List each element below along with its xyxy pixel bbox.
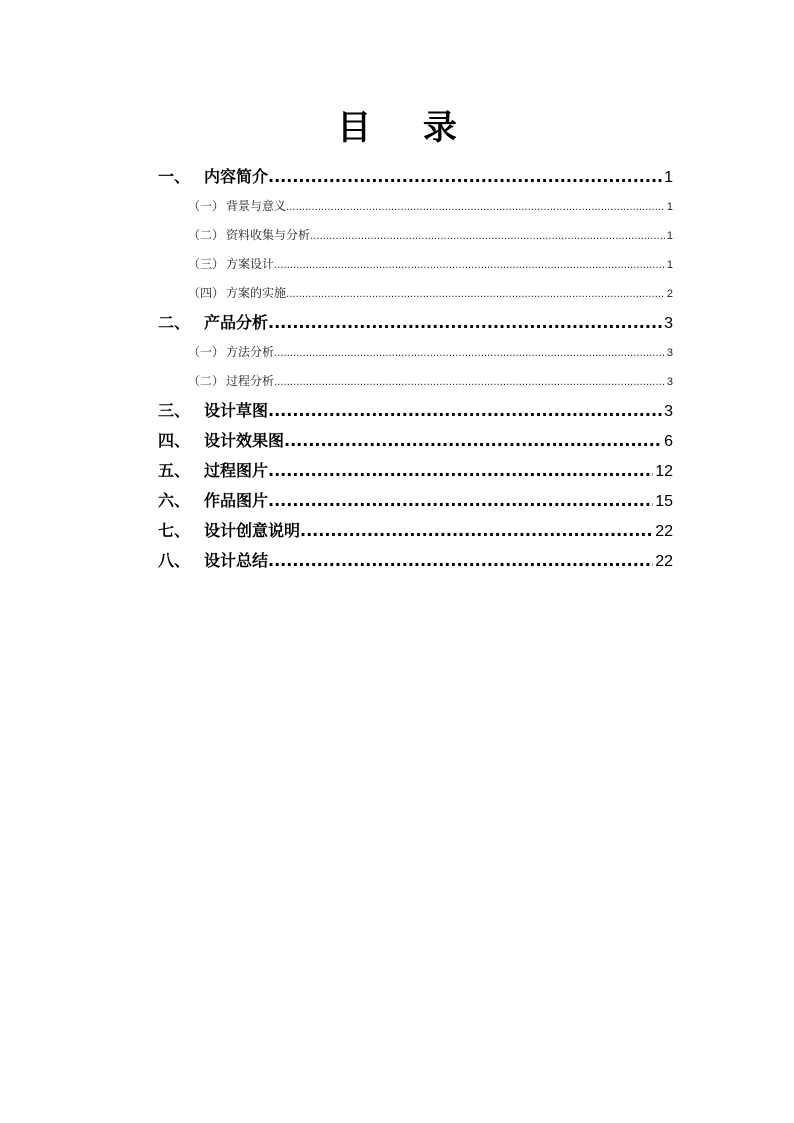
toc-entry-number: 四、 bbox=[158, 431, 191, 450]
toc-entry-label: 作品图片 bbox=[204, 491, 269, 510]
toc-entry-page: 1 bbox=[666, 230, 673, 242]
toc-entry-page: 3 bbox=[664, 315, 673, 332]
toc-entry-number: 五、 bbox=[158, 461, 191, 480]
dot-leader bbox=[268, 162, 662, 192]
dot-leader bbox=[268, 546, 653, 576]
dot-leader bbox=[284, 426, 662, 456]
toc-subentry[interactable] bbox=[158, 338, 673, 367]
toc-subentry[interactable] bbox=[158, 221, 673, 250]
toc-entry[interactable] bbox=[158, 486, 673, 516]
dot-leader bbox=[274, 250, 665, 279]
toc-entry[interactable] bbox=[158, 456, 673, 486]
toc-entry-number: 一、 bbox=[158, 167, 191, 186]
toc-entry-page: 22 bbox=[655, 523, 673, 540]
dot-leader bbox=[268, 396, 662, 426]
toc-entry-page: 3 bbox=[664, 403, 673, 420]
toc-entry-page: 12 bbox=[655, 463, 673, 480]
toc-entry-number: 二、 bbox=[158, 313, 191, 332]
toc-entry-number: （二） bbox=[188, 374, 225, 388]
toc-entry-number: （二） bbox=[188, 228, 225, 242]
toc-entry-label: 产品分析 bbox=[204, 313, 269, 332]
dot-leader bbox=[268, 486, 653, 516]
dot-leader bbox=[310, 221, 665, 250]
dot-leader bbox=[268, 456, 653, 486]
dot-leader bbox=[274, 338, 665, 367]
table-of-contents bbox=[158, 162, 673, 576]
dot-leader bbox=[274, 367, 665, 396]
toc-entry-label: 内容简介 bbox=[204, 167, 269, 186]
toc-entry-label: 方案的实施 bbox=[226, 286, 287, 300]
toc-entry-number: 七、 bbox=[158, 521, 191, 540]
toc-entry-label: 设计总结 bbox=[204, 551, 269, 570]
toc-entry[interactable] bbox=[158, 162, 673, 192]
toc-entry-label: 过程图片 bbox=[204, 461, 269, 480]
toc-entry-number: 六、 bbox=[158, 491, 191, 510]
toc-entry-page: 1 bbox=[666, 259, 673, 271]
toc-entry-page: 3 bbox=[666, 347, 673, 359]
dot-leader bbox=[286, 192, 665, 221]
toc-entry[interactable] bbox=[158, 426, 673, 456]
toc-entry-page: 15 bbox=[655, 493, 673, 510]
toc-entry-label: 资料收集与分析 bbox=[226, 228, 311, 242]
toc-entry-number: （三） bbox=[188, 257, 225, 271]
toc-entry-page: 22 bbox=[655, 553, 673, 570]
toc-subentry[interactable] bbox=[158, 279, 673, 308]
toc-subentry[interactable] bbox=[158, 250, 673, 279]
toc-title: 目 录 bbox=[337, 108, 477, 148]
toc-entry-label: 方法分析 bbox=[226, 345, 275, 359]
toc-entry-label: 方案设计 bbox=[226, 257, 275, 271]
dot-leader bbox=[268, 308, 662, 338]
toc-entry[interactable] bbox=[158, 396, 673, 426]
toc-entry-label: 背景与意义 bbox=[226, 199, 287, 213]
dot-leader bbox=[286, 279, 665, 308]
toc-entry-label: 过程分析 bbox=[226, 374, 275, 388]
toc-entry-label: 设计草图 bbox=[204, 401, 269, 420]
toc-entry[interactable] bbox=[158, 516, 673, 546]
toc-subentry[interactable] bbox=[158, 192, 673, 221]
toc-entry-number: 三、 bbox=[158, 401, 191, 420]
toc-entry-page: 1 bbox=[666, 201, 673, 213]
toc-subentry[interactable] bbox=[158, 367, 673, 396]
toc-entry-number: 八、 bbox=[158, 551, 191, 570]
toc-entry-label: 设计创意说明 bbox=[204, 521, 301, 540]
toc-entry[interactable] bbox=[158, 308, 673, 338]
toc-entry-page: 2 bbox=[666, 288, 673, 300]
dot-leader bbox=[300, 516, 653, 546]
toc-entry[interactable] bbox=[158, 546, 673, 576]
toc-entry-number: （一） bbox=[188, 199, 225, 213]
toc-entry-page: 6 bbox=[664, 433, 673, 450]
toc-entry-page: 1 bbox=[664, 169, 673, 186]
toc-entry-number: （四） bbox=[188, 286, 225, 300]
toc-entry-page: 3 bbox=[666, 376, 673, 388]
toc-entry-number: （一） bbox=[188, 345, 225, 359]
toc-entry-label: 设计效果图 bbox=[204, 431, 285, 450]
